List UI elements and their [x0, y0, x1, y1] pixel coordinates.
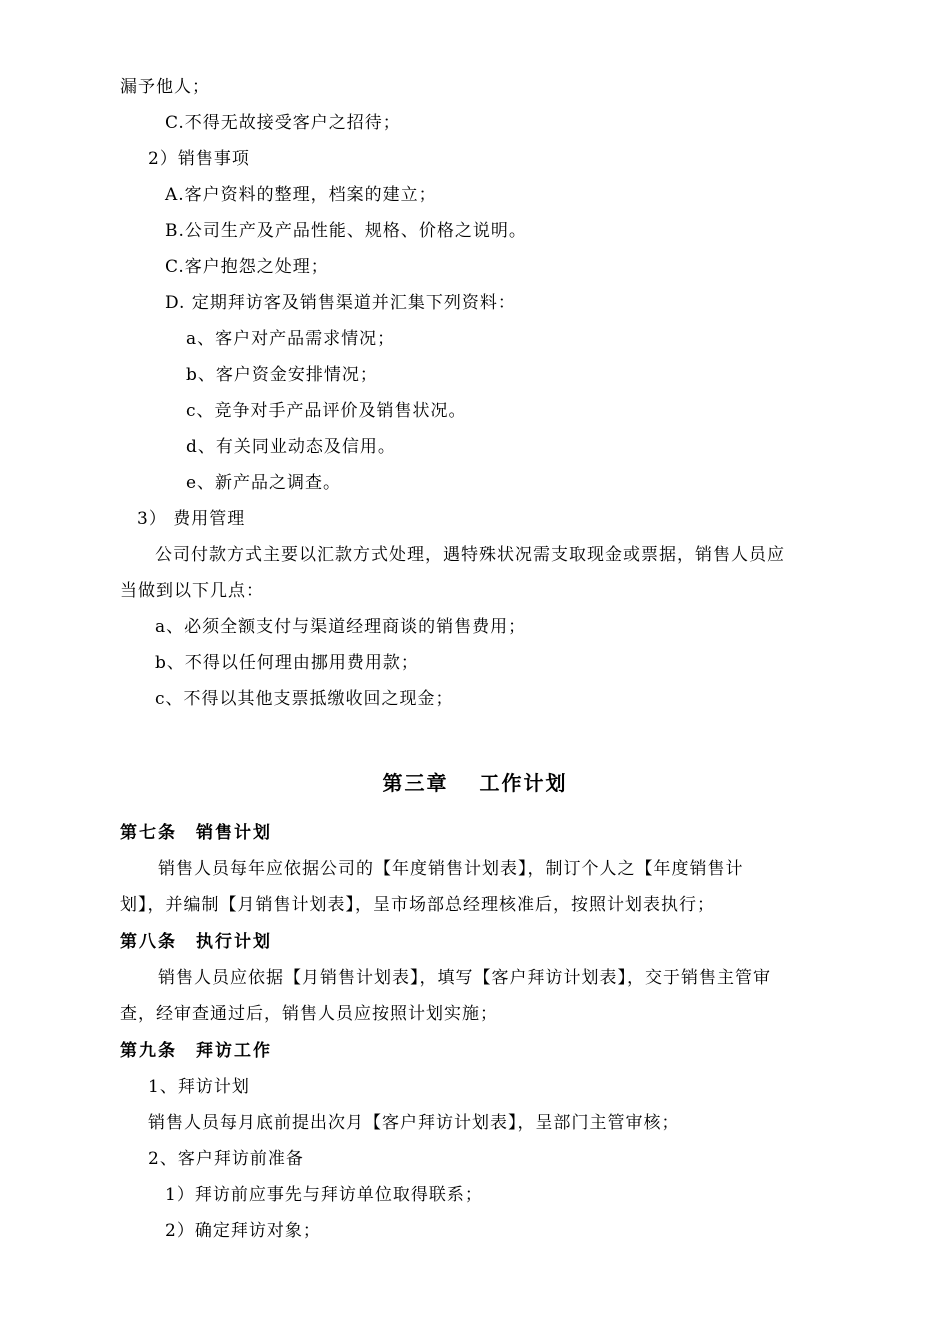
text-line: 当做到以下几点： — [120, 581, 264, 601]
text-line: 1、拜访计划 — [148, 1077, 250, 1097]
text-line: C.客户抱怨之处理； — [165, 257, 329, 277]
article-heading: 第七条 销售计划 — [120, 823, 272, 843]
text-line: 销售人员每年应依据公司的【年度销售计划表】，制订个人之【年度销售计 — [158, 859, 744, 879]
text-line: b、不得以任何理由挪用费用款； — [155, 653, 419, 673]
text-line: a、客户对产品需求情况； — [186, 329, 396, 349]
text-line: 2、客户拜访前准备 — [148, 1149, 304, 1169]
text-line: 销售人员应依据【月销售计划表】，填写【客户拜访计划表】，交于销售主管审 — [158, 968, 771, 988]
text-line: C.不得无故接受客户之招待； — [165, 113, 401, 133]
article-heading: 第八条 执行计划 — [120, 932, 272, 952]
text-line: 2）销售事项 — [148, 149, 250, 169]
text-line: 公司付款方式主要以汇款方式处理，遇特殊状况需支取现金或票据，销售人员应 — [155, 545, 785, 565]
text-line: a、必须全额支付与渠道经理商谈的销售费用； — [155, 617, 527, 637]
text-line: c、不得以其他支票抵缴收回之现金； — [155, 689, 454, 709]
text-line: 漏予他人； — [120, 77, 210, 97]
text-line: 销售人员每月底前提出次月【客户拜访计划表】，呈部门主管审核； — [148, 1113, 680, 1133]
text-line: B.公司生产及产品性能、规格、价格之说明。 — [165, 221, 527, 241]
text-line: e、新产品之调查。 — [186, 473, 342, 493]
chapter-title: 第三章 工作计划 — [382, 771, 568, 795]
text-line: 2）确定拜访对象； — [165, 1221, 321, 1241]
text-line: b、客户资金安排情况； — [186, 365, 378, 385]
text-line: A.客户资料的整理，档案的建立； — [165, 185, 437, 205]
text-line: 3） 费用管理 — [137, 509, 246, 529]
text-line: D. 定期拜访客及销售渠道并汇集下列资料： — [165, 293, 516, 313]
text-line: 1）拜访前应事先与拜访单位取得联系； — [165, 1185, 483, 1205]
article-heading: 第九条 拜访工作 — [120, 1041, 272, 1061]
text-line: c、竞争对手产品评价及销售状况。 — [186, 401, 467, 421]
text-line: 划】，并编制【月销售计划表】，呈市场部总经理核准后，按照计划表执行； — [120, 895, 715, 915]
text-line: d、有关同业动态及信用。 — [186, 437, 396, 457]
text-line: 查，经审查通过后，销售人员应按照计划实施； — [120, 1004, 498, 1024]
